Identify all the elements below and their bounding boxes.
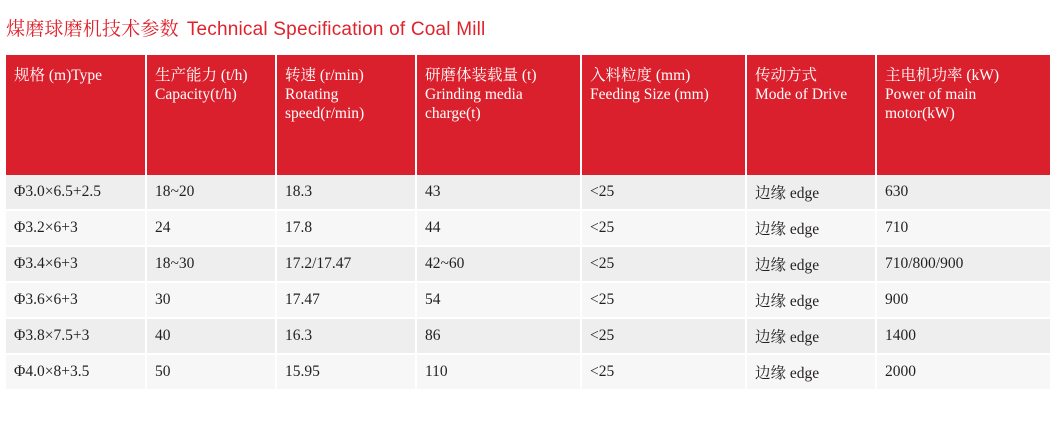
cell-main-motor-power: 710 bbox=[876, 210, 1050, 246]
column-header-rotating-speed bbox=[276, 55, 416, 175]
page-title-cn: 煤磨球磨机技术参数 bbox=[6, 19, 179, 40]
cell-type: Φ3.6×6+3 bbox=[6, 282, 146, 318]
column-header-rotating-speed-en: Rotating speed(r/min) bbox=[285, 85, 365, 122]
cell-main-motor-power: 710/800/900 bbox=[876, 246, 1050, 282]
column-header-mode-of-drive-cn: 传动方式 bbox=[755, 67, 818, 84]
cell-capacity: 24 bbox=[146, 210, 276, 246]
cell-grinding-media-charge: 44 bbox=[416, 210, 581, 246]
column-header-type-cn: 规格 (m)Type bbox=[14, 67, 103, 84]
column-header-main-motor-power bbox=[876, 55, 1050, 175]
table-row bbox=[6, 354, 1050, 390]
cell-type: Φ3.8×7.5+3 bbox=[6, 318, 146, 354]
cell-mode-of-drive: 边缘 edge bbox=[746, 318, 876, 354]
cell-mode-of-drive: 边缘 edge bbox=[746, 210, 876, 246]
cell-mode-of-drive: 边缘 edge bbox=[746, 175, 876, 210]
cell-capacity: 30 bbox=[146, 282, 276, 318]
cell-grinding-media-charge: 86 bbox=[416, 318, 581, 354]
table-row bbox=[6, 246, 1050, 282]
table-row bbox=[6, 175, 1050, 210]
cell-feeding-size: <25 bbox=[581, 282, 746, 318]
cell-capacity: 40 bbox=[146, 318, 276, 354]
document-page bbox=[0, 14, 1056, 434]
column-header-rotating-speed-cn: 转速 (r/min) bbox=[285, 67, 364, 84]
cell-rotating-speed: 18.3 bbox=[276, 175, 416, 210]
column-header-feeding-size-en: Feeding Size (mm) bbox=[590, 85, 709, 103]
cell-type: Φ3.0×6.5+2.5 bbox=[6, 175, 146, 210]
column-header-feeding-size bbox=[581, 55, 746, 175]
column-header-capacity-en: Capacity(t/h) bbox=[155, 85, 237, 103]
column-header-mode-of-drive-en: Mode of Drive bbox=[755, 85, 848, 103]
table-row bbox=[6, 318, 1050, 354]
cell-grinding-media-charge: 110 bbox=[416, 354, 581, 390]
column-header-main-motor-power-en: Power of main motor(kW) bbox=[885, 85, 977, 122]
column-header-type bbox=[6, 55, 146, 175]
cell-main-motor-power: 1400 bbox=[876, 318, 1050, 354]
cell-mode-of-drive: 边缘 edge bbox=[746, 354, 876, 390]
table-row bbox=[6, 210, 1050, 246]
cell-mode-of-drive: 边缘 edge bbox=[746, 246, 876, 282]
cell-rotating-speed: 17.8 bbox=[276, 210, 416, 246]
cell-feeding-size: <25 bbox=[581, 210, 746, 246]
cell-type: Φ3.2×6+3 bbox=[6, 210, 146, 246]
cell-grinding-media-charge: 54 bbox=[416, 282, 581, 318]
coal-mill-spec-table bbox=[6, 55, 1050, 391]
table-header-row bbox=[6, 55, 1050, 175]
cell-capacity: 50 bbox=[146, 354, 276, 390]
cell-grinding-media-charge: 43 bbox=[416, 175, 581, 210]
cell-capacity: 18~20 bbox=[146, 175, 276, 210]
cell-rotating-speed: 17.47 bbox=[276, 282, 416, 318]
column-header-grinding-media-charge bbox=[416, 55, 581, 175]
table-body bbox=[6, 175, 1050, 390]
cell-type: Φ3.4×6+3 bbox=[6, 246, 146, 282]
column-header-capacity-cn: 生产能力 (t/h) bbox=[155, 67, 248, 84]
cell-main-motor-power: 630 bbox=[876, 175, 1050, 210]
cell-feeding-size: <25 bbox=[581, 354, 746, 390]
cell-main-motor-power: 900 bbox=[876, 282, 1050, 318]
cell-capacity: 18~30 bbox=[146, 246, 276, 282]
column-header-mode-of-drive bbox=[746, 55, 876, 175]
column-header-capacity bbox=[146, 55, 276, 175]
page-title-en: Technical Specification of Coal Mill bbox=[186, 19, 486, 40]
column-header-grinding-media-charge-en: Grinding media charge(t) bbox=[425, 85, 523, 122]
cell-main-motor-power: 2000 bbox=[876, 354, 1050, 390]
column-header-feeding-size-cn: 入料粒度 (mm) bbox=[590, 67, 691, 84]
table-header bbox=[6, 55, 1050, 175]
cell-feeding-size: <25 bbox=[581, 246, 746, 282]
cell-mode-of-drive: 边缘 edge bbox=[746, 282, 876, 318]
cell-rotating-speed: 16.3 bbox=[276, 318, 416, 354]
column-header-grinding-media-charge-cn: 研磨体装载量 (t) bbox=[425, 67, 537, 84]
cell-rotating-speed: 17.2/17.47 bbox=[276, 246, 416, 282]
page-title bbox=[6, 14, 1056, 41]
cell-type: Φ4.0×8+3.5 bbox=[6, 354, 146, 390]
cell-grinding-media-charge: 42~60 bbox=[416, 246, 581, 282]
column-header-main-motor-power-cn: 主电机功率 (kW) bbox=[885, 67, 1000, 84]
cell-feeding-size: <25 bbox=[581, 318, 746, 354]
cell-rotating-speed: 15.95 bbox=[276, 354, 416, 390]
table-row bbox=[6, 282, 1050, 318]
cell-feeding-size: <25 bbox=[581, 175, 746, 210]
